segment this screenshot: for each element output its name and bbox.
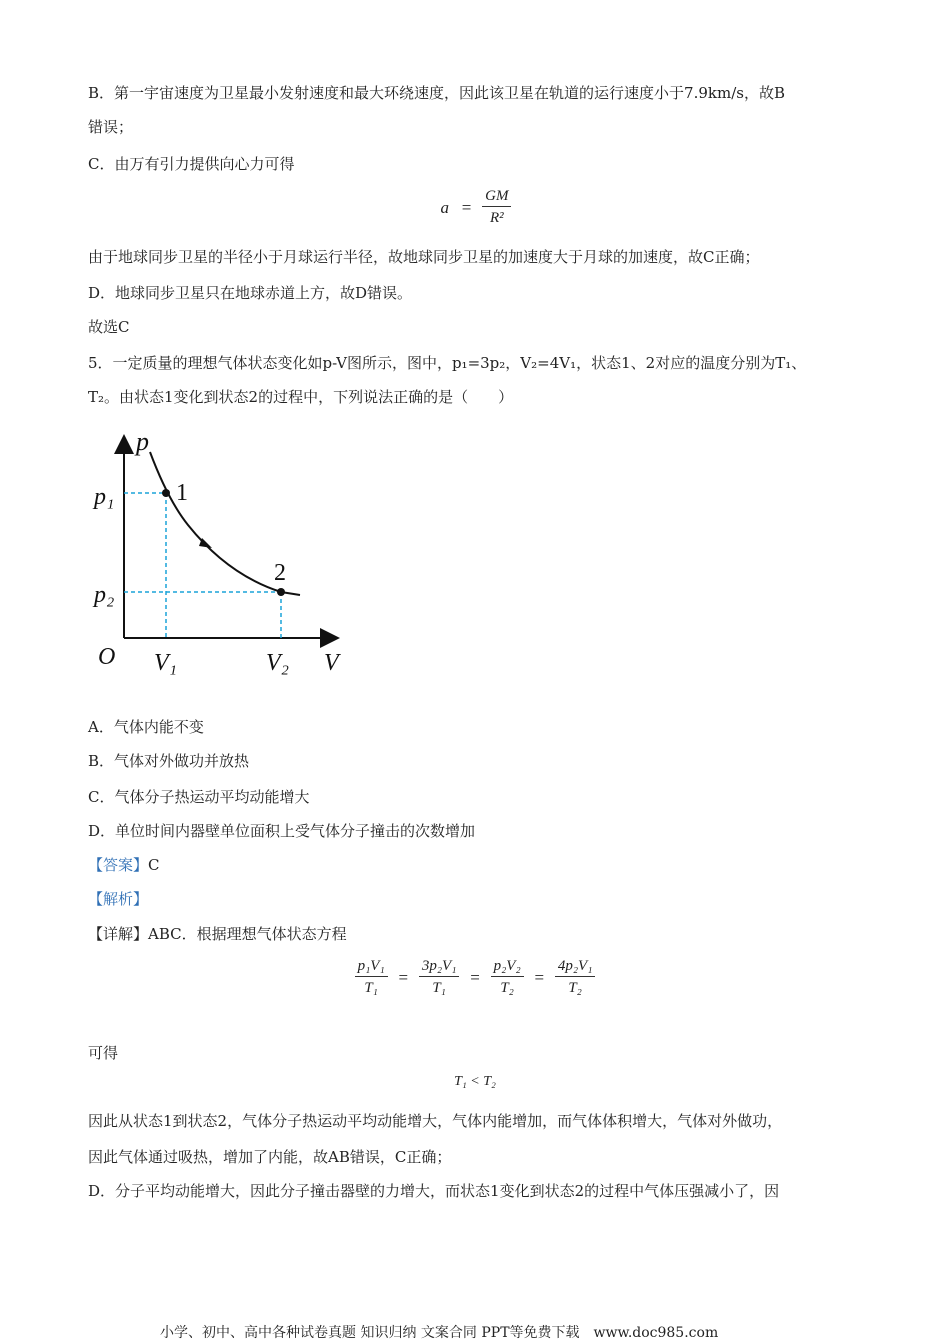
eq2-f2-num: 3p₂V₁ — [419, 956, 460, 977]
question5-line2: T₂。由状态1变化到状态2的过程中，下列说法正确的是（ ） — [88, 388, 514, 406]
v1-label: V₁ — [154, 650, 178, 676]
eq2-f1-num: p₁V₁ — [355, 956, 388, 977]
eq1-lhs: a — [440, 197, 449, 217]
eq2-f4-num: 4p₂V₁ — [555, 956, 596, 977]
option-d-detail: D．分子平均动能增大，因此分子撞击器壁的力增大，而状态1变化到状态2的过程中气体压强减小了，因 — [88, 1182, 780, 1200]
option-d: D．单位时间内器壁单位面积上受气体分子撞击的次数增加 — [88, 822, 476, 840]
eq1-equals: = — [461, 197, 472, 217]
axis-v-label: V — [324, 650, 339, 676]
answer-tag: 【答案】 — [88, 856, 149, 874]
state-2-point — [277, 588, 285, 596]
eq1-denominator: R² — [489, 210, 504, 226]
option-d-explanation: D．地球同步卫星只在地球赤道上方，故D错误。 — [88, 284, 413, 302]
eq2-equals-2: = — [470, 967, 480, 987]
p2-label: p₂ — [94, 582, 115, 608]
eq2-f3-num: p₂V₂ — [491, 956, 524, 977]
equation-acceleration — [0, 186, 950, 229]
equation-state — [0, 956, 950, 999]
option-b-explanation-line2: 错误； — [88, 118, 134, 136]
footer-text: 小学、初中、高中各种试卷真题 知识归纳 文案合同 PPT等免费下载 www.doc985.com — [160, 1325, 719, 1341]
choice-statement: 故选C — [88, 318, 130, 336]
answer-value: C — [148, 856, 160, 874]
option-c: C．气体分子热运动平均动能增大 — [88, 788, 310, 806]
option-c-explanation: C．由万有引力提供向心力可得 — [88, 155, 295, 173]
eq2-equals-1: = — [398, 967, 409, 987]
v2-label: V₂ — [266, 650, 290, 676]
eq2-equals-3: = — [534, 967, 545, 987]
axis-p-label: p — [136, 430, 149, 456]
eq2-fraction-3 — [491, 956, 524, 999]
detail-text: ABC．根据理想气体状态方程 — [148, 925, 347, 943]
eq2-fraction-1 — [355, 956, 388, 999]
eq2-f3-den: T₂ — [500, 980, 514, 996]
conclusion-line1: 因此从状态1到状态2，气体分子热运动平均动能增大，气体内能增加，而气体体积增大，气体对外做功， — [88, 1112, 783, 1130]
pv-diagram — [88, 430, 358, 690]
kede-line: 可得 — [88, 1044, 119, 1062]
detail-tag: 【详解】 — [88, 925, 149, 943]
eq2-f1-den: T₁ — [364, 980, 378, 996]
answer-row — [88, 854, 160, 876]
origin-label: O — [98, 644, 116, 670]
eq2-f2-den: T₁ — [432, 980, 446, 996]
eq2-f4-den: T₂ — [568, 980, 582, 996]
option-b: B．气体对外做功并放热 — [88, 752, 250, 770]
question5-line1: 5．一定质量的理想气体状态变化如p-V图所示，图中，p₁=3p₂，V₂=4V₁，状态1、2对应的温度分别为T₁、 — [88, 354, 807, 372]
conclusion-line2: 因此气体通过吸热，增加了内能，故AB错误，C正确； — [88, 1148, 452, 1166]
state-1-label: 1 — [176, 480, 188, 506]
detail-row — [88, 923, 347, 945]
equation-temperature: T₁ < T₂ — [454, 1074, 496, 1089]
eq2-fraction-2 — [419, 956, 460, 999]
eq2-fraction-4 — [555, 956, 596, 999]
option-b-explanation-line1: B．第一宇宙速度为卫星最小发射速度和最大环绕速度，因此该卫星在轨道的运行速度小于7.9km/s，故B — [88, 84, 785, 102]
p1-label: p₁ — [94, 484, 115, 510]
option-a: A．气体内能不变 — [88, 718, 204, 736]
analysis-tag: 【解析】 — [88, 890, 149, 908]
state-2-label: 2 — [274, 560, 286, 586]
option-c-conclusion: 由于地球同步卫星的半径小于月球运行半径，故地球同步卫星的加速度大于月球的加速度，故C正确； — [88, 248, 760, 266]
state-1-point — [162, 489, 170, 497]
eq1-numerator: GM — [482, 186, 511, 207]
eq1-fraction — [482, 186, 511, 229]
